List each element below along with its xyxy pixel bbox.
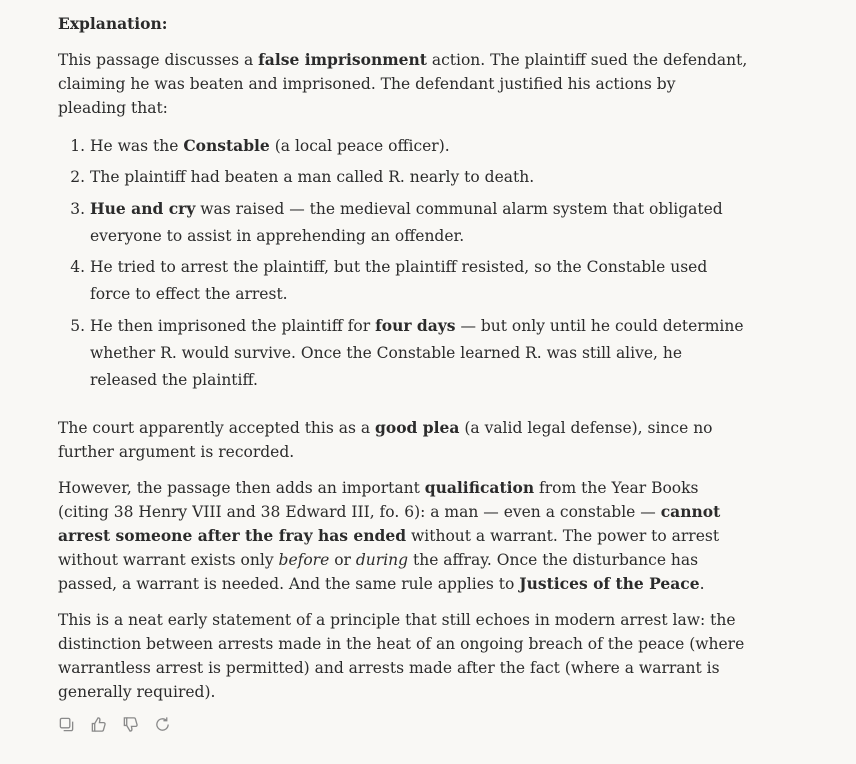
conclusion-paragraph: This is a neat early statement of a principle that still echoes in modern arrest law: the distinction between arrests made in the heat of an ongoing breach of the peace (where warrantless arrest is permitted) and arrests made after the fact (where a warrant is generally required). [58,611,745,701]
list-item: 5. He then imprisoned the plaintiff for four days — but only until he could determine whether R. would survive. Once the Constable learned R. was still alive, he released the plaintiff. [90,312,748,394]
plea-list [58,132,748,394]
thumbs-up-icon [90,716,107,733]
list-item: 3. Hue and cry was raised — the medieval communal alarm system that obligated everyone to assist in apprehending an offender. [90,195,748,250]
copy-button[interactable] [56,714,76,734]
retry-button[interactable] [152,714,172,734]
assistant-message [58,12,748,716]
qualification-paragraph: However, the passage then adds an important qualification from the Year Books (citing 38 Henry VIII and 38 Edward III, fo. 6): a man — even a constable — cannot arrest someone after the fray has ended without a warrant. The power to arrest without warrant exists only before or during the affray. Once the disturbance has passed, a warrant is needed. And the same rule applies to Justices of the Peace. [58,478,721,593]
thumbs-down-icon [122,716,139,733]
thumbs-up-button[interactable] [88,714,108,734]
message-actions [56,714,172,734]
list-item: 1. He was the Constable (a local peace officer). [90,132,748,160]
explanation-heading: Explanation: [58,14,168,33]
intro-paragraph: This passage discusses a false imprisonment action. The plaintiff sued the defendant, claiming he was beaten and imprisoned. The defendant justified his actions by pleading that: [58,50,748,117]
list-item: 4. He tried to arrest the plaintiff, but the plaintiff resisted, so the Constable used force to effect the arrest. [90,254,748,308]
retry-icon [154,716,171,733]
court-paragraph: The court apparently accepted this as a good plea (a valid legal defense), since no further argument is recorded. [58,418,713,461]
copy-icon [58,716,75,733]
list-item: 2. The plaintiff had beaten a man called R. nearly to death. [90,164,748,191]
thumbs-down-button[interactable] [120,714,140,734]
